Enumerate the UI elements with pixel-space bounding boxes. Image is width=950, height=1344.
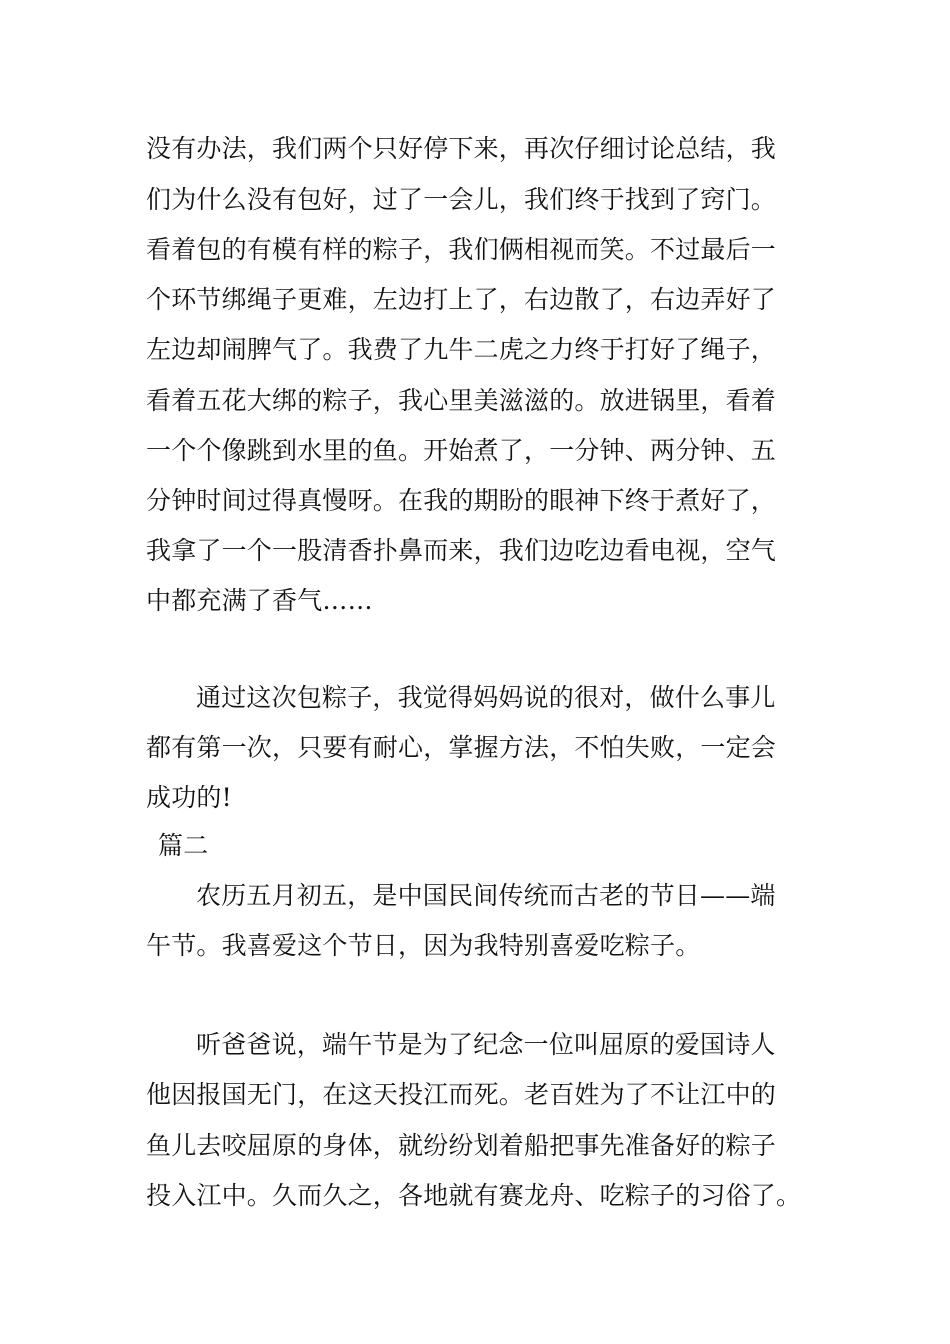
text-line: 左边却闹脾气了。我费了九牛二虎之力终于打好了绳子， bbox=[146, 335, 777, 364]
text-line: 投入江中。久而久之，各地就有赛龙舟、吃粽子的习俗了。 bbox=[146, 1181, 802, 1210]
text-line: 鱼儿去咬屈原的身体，就纷纷划着船把事先准备好的粽子 bbox=[146, 1131, 777, 1160]
text-line: 成功的! bbox=[146, 783, 232, 812]
section-heading: 篇二 bbox=[158, 831, 209, 860]
text-line: 没有办法，我们两个只好停下来，再次仔细讨论总结，我 bbox=[146, 134, 777, 163]
text-line: 午节。我喜爱这个节日，因为我特别喜爱吃粽子。 bbox=[146, 931, 701, 960]
text-line: 都有第一次，只要有耐心，掌握方法，不怕失败，一定会 bbox=[146, 733, 777, 762]
text-line: 一个个像跳到水里的鱼。开始煮了，一分钟、两分钟、五 bbox=[146, 436, 777, 465]
text-line: 通过这次包粽子，我觉得妈妈说的很对，做什么事儿 bbox=[196, 683, 776, 712]
text-line: 农历五月初五，是中国民间传统而古老的节日——端 bbox=[196, 881, 776, 910]
text-line: 中都充满了香气…… bbox=[146, 586, 373, 615]
text-line: 个环节绑绳子更难，左边打上了，右边散了，右边弄好了 bbox=[146, 285, 777, 314]
text-line: 他因报国无门，在这天投江而死。老百姓为了不让江中的 bbox=[146, 1080, 777, 1109]
text-line: 我拿了一个一股清香扑鼻而来，我们边吃边看电视，空气 bbox=[146, 536, 777, 565]
text-line: 们为什么没有包好，过了一会儿，我们终于找到了窍门。 bbox=[146, 185, 777, 214]
text-line: 看着五花大绑的粽子，我心里美滋滋的。放进锅里，看着 bbox=[146, 386, 777, 415]
text-line: 听爸爸说，端午节是为了纪念一位叫屈原的爱国诗人 bbox=[196, 1030, 776, 1059]
text-line: 看着包的有模有样的粽子，我们俩相视而笑。不过最后一 bbox=[146, 235, 777, 264]
text-line: 分钟时间过得真慢呀。在我的期盼的眼神下终于煮好了， bbox=[146, 486, 777, 515]
